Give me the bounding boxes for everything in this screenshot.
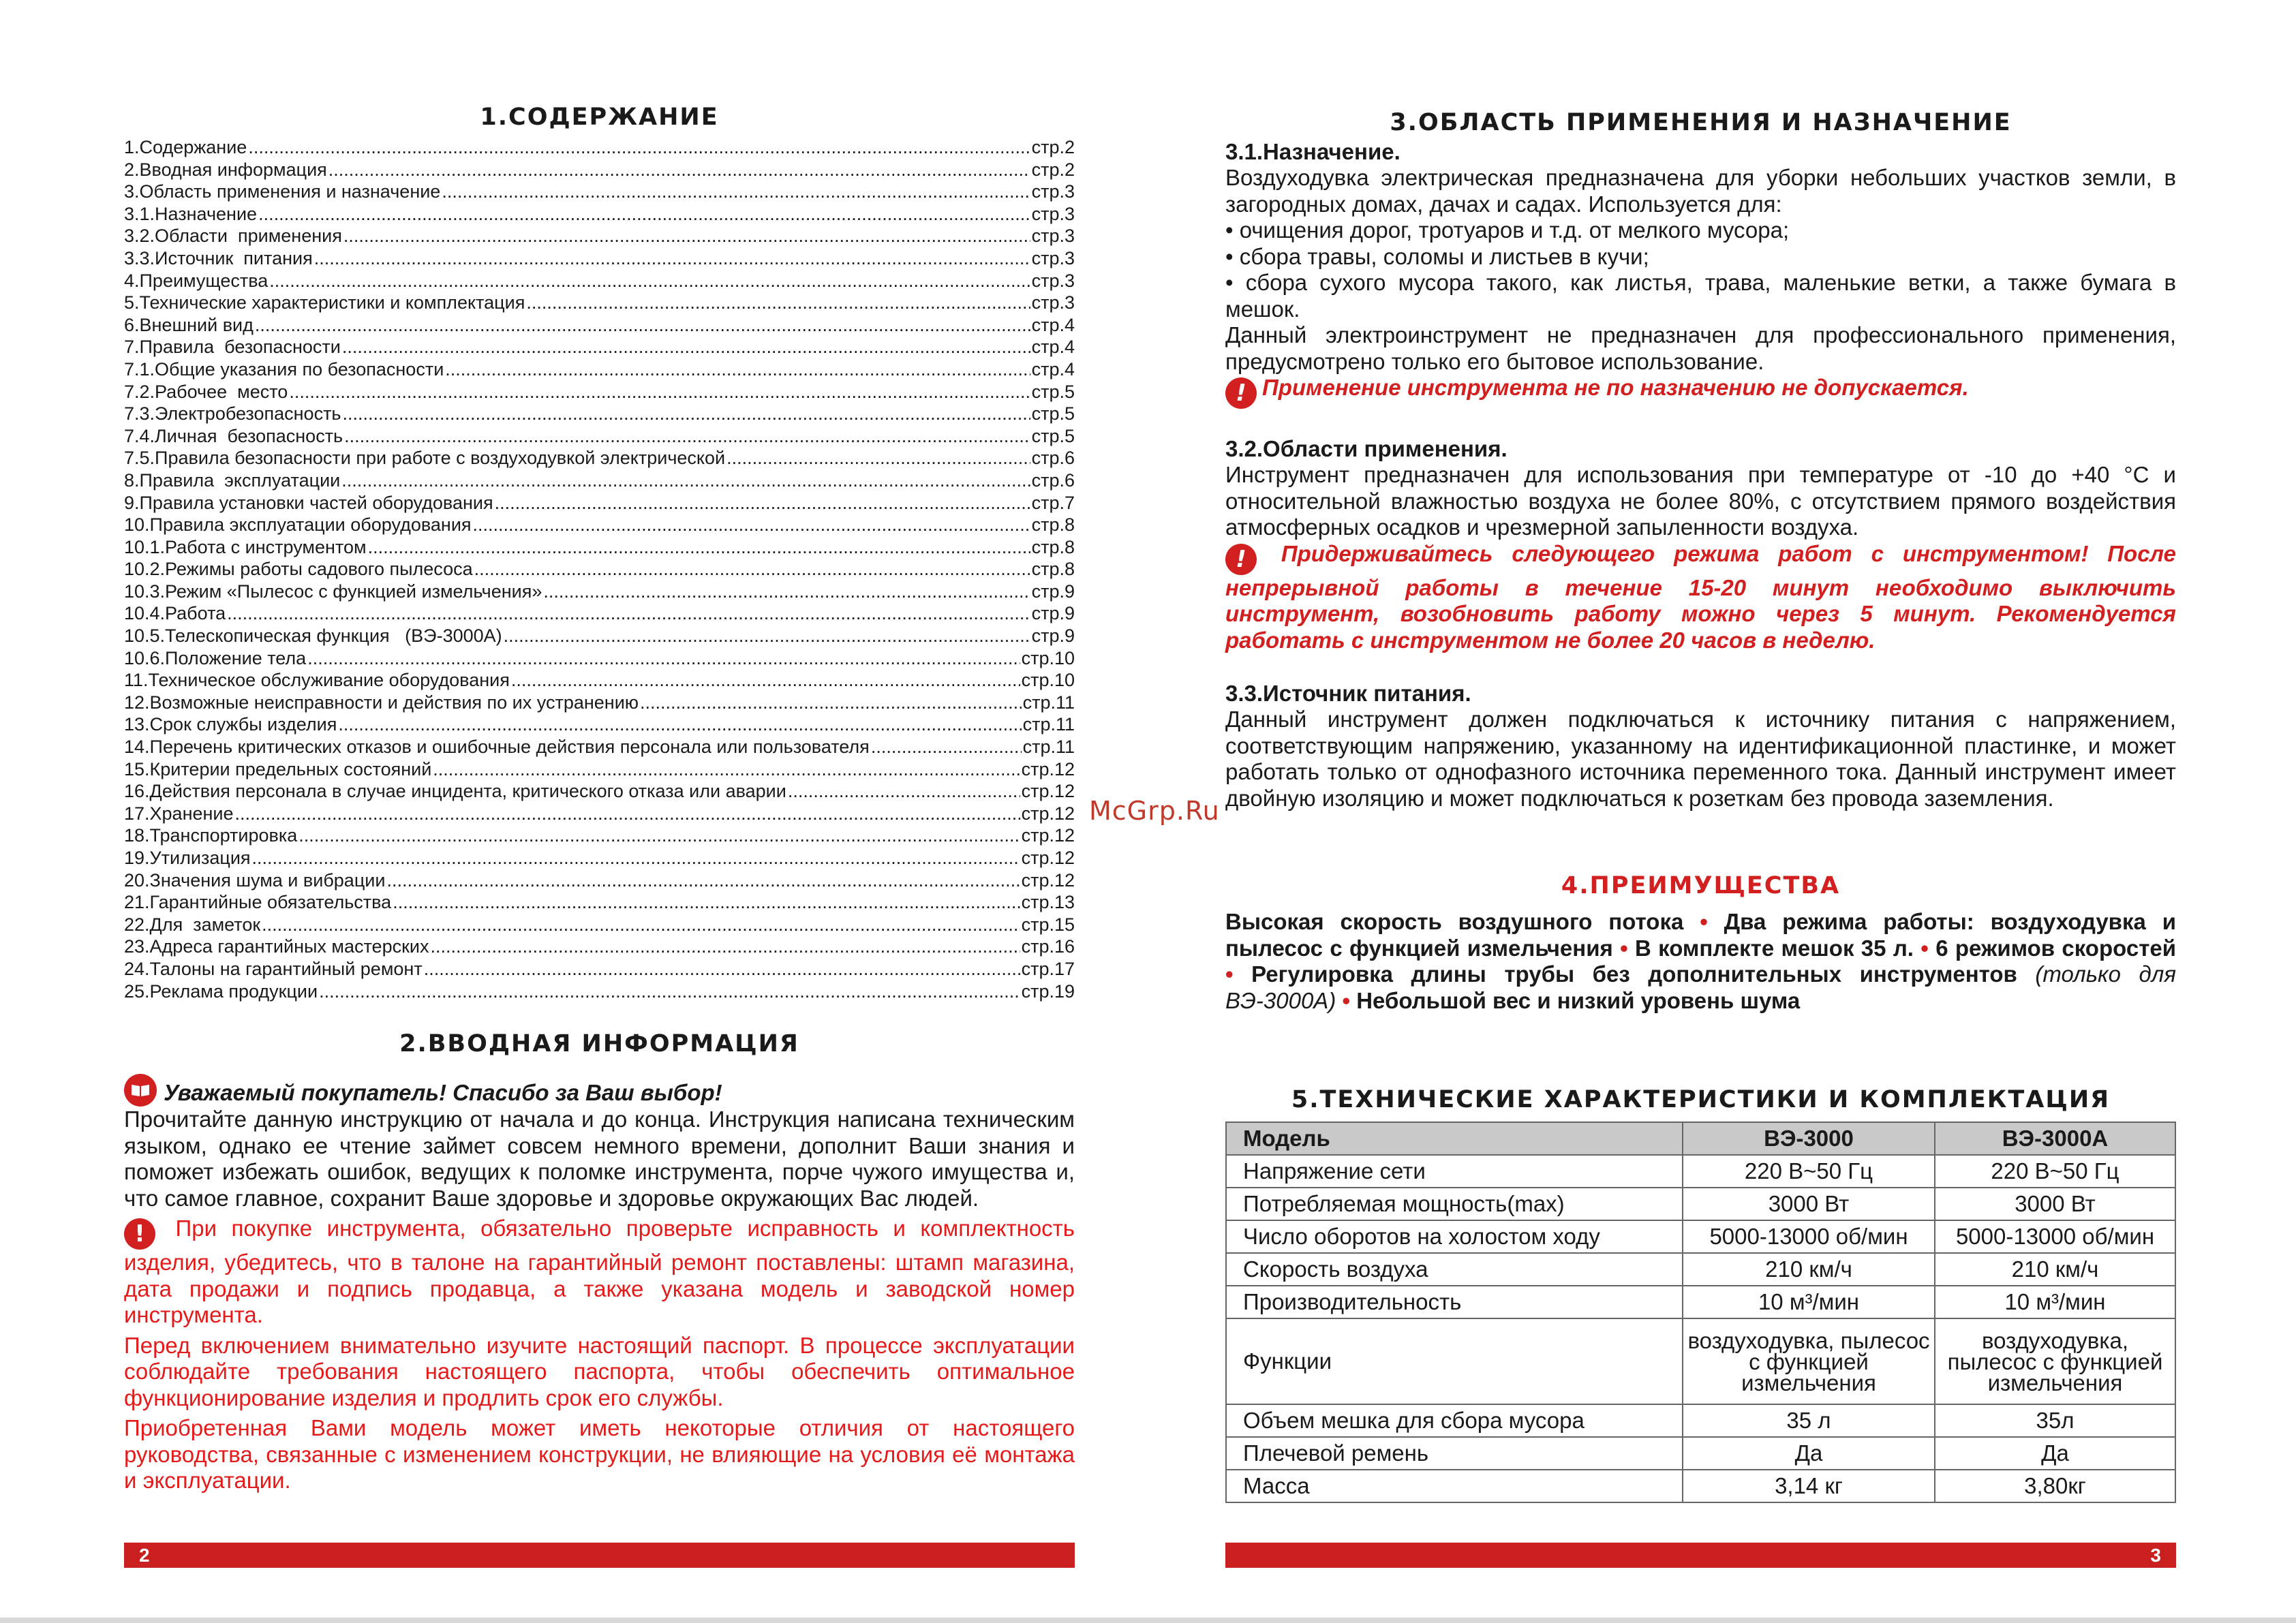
toc-item — [124, 713, 1075, 736]
table-row — [1226, 1253, 2175, 1286]
toc-item — [124, 558, 1075, 581]
table-row — [1226, 1470, 2175, 1502]
toc-item — [124, 581, 1075, 603]
section-3-3-title: 3.3.Источник питания. — [1225, 681, 1471, 706]
list-item: • сбора сухого мусора такого, как листья, трава, маленькие ветки, а также бумага в мешок. — [1225, 270, 2176, 322]
toc-item-page: стр.5 — [1031, 425, 1075, 446]
table-cell: 35 л — [1683, 1404, 1935, 1437]
table-cell: 220 В~50 Гц — [1935, 1155, 2175, 1188]
toc-item-page: стр.12 — [1021, 758, 1075, 779]
toc-item — [124, 602, 1075, 625]
page-number: 2 — [139, 1545, 150, 1566]
table-cell: 5000-13000 об/мин — [1935, 1220, 2175, 1253]
toc-item-page: стр.11 — [1022, 714, 1075, 735]
toc-dot-leader — [299, 824, 1020, 847]
advantages-text: Высокая скорость воздушного потока • Два режима работы: воздуходувка и пылесос с функцией измельчения • В комплекте мешок 35 л. • 6 режимов скоростей • Регулировка длины трубы без дополнительных инструментов (только для ВЭ-3000А) • Небольшой вес и низкий уровень шума — [1225, 909, 2177, 1013]
toc-item — [124, 225, 1075, 247]
toc-item — [124, 492, 1075, 514]
toc-dot-leader — [526, 292, 1030, 314]
toc-item — [124, 203, 1075, 226]
toc-item — [124, 891, 1075, 914]
intro-section — [124, 1074, 1075, 1494]
toc-item-title: 7.3.Электробезопасность — [124, 403, 341, 424]
table-cell: Объем мешка для сбора мусора — [1226, 1404, 1683, 1437]
toc-item-title: 7.1.Общие указания по безопасности — [124, 358, 444, 380]
toc-item-page: стр.11 — [1022, 692, 1075, 713]
specs-table — [1225, 1122, 2176, 1503]
toc-item — [124, 958, 1075, 980]
toc-item-title: 4.Преимущества — [124, 270, 269, 291]
table-cell: 3,80кг — [1935, 1470, 2175, 1502]
toc-item-page: стр.2 — [1031, 159, 1075, 180]
toc-dot-leader — [262, 914, 1020, 936]
section-3-2-text: Инструмент предназначен для использования при температуре от -10 до +40 °С и относительной влажностью воздуха не более 80%, с отсутствием прямого воздействия атмосферных осадков и чрезмерной запыленности воздуха. — [1225, 462, 2176, 540]
table-row — [1226, 1286, 2175, 1318]
toc-dot-leader — [543, 581, 1030, 603]
toc-item-title: 9.Правила установки частей оборудования — [124, 492, 493, 513]
table-cell: 3,14 кг — [1683, 1470, 1935, 1502]
toc-item-title: 10.5.Телескопическая функция (ВЭ-3000А) — [124, 625, 502, 647]
toc-item-title: 21.Гарантийные обязательства — [124, 892, 392, 913]
toc-item — [124, 869, 1075, 892]
toc-dot-leader — [344, 425, 1030, 448]
toc-dot-leader — [258, 203, 1030, 226]
book-icon — [124, 1074, 157, 1107]
toc-item-page: стр.2 — [1031, 137, 1075, 157]
toc-item-title: 22.Для заметок — [124, 914, 261, 935]
table-cell: Масса — [1226, 1470, 1683, 1502]
toc-item-page: стр.8 — [1031, 559, 1075, 580]
toc-item-page: стр.9 — [1031, 625, 1075, 647]
column-header: ВЭ-3000А — [1935, 1122, 2175, 1155]
work-mode-warning: Придерживайтесь следующего режима работ с инструментом! После непрерывной работы в течение 15-20 минут необходимо выключить инструмент, возобновить работу можно через 5 минут. Рекомендуется работать с инструментом не более 20 часов в неделю. — [1225, 540, 2177, 653]
table-cell: 210 км/ч — [1935, 1253, 2175, 1286]
toc-item-title: 12.Возможные неисправности и действия по их устранению — [124, 692, 639, 713]
toc-dot-leader — [269, 270, 1030, 292]
toc-dot-leader — [319, 980, 1020, 1003]
toc-item-page: стр.12 — [1021, 848, 1075, 868]
toc-item-title: 3.3.Источник питания — [124, 247, 313, 268]
toc-dot-leader — [343, 225, 1030, 247]
toc-item — [124, 980, 1075, 1003]
toc-item-title: 1.Содержание — [124, 137, 247, 157]
toc-dot-leader — [640, 692, 1022, 714]
toc-item-title: 19.Утилизация — [124, 848, 251, 868]
purchase-warning: При покупке инструмента, обязательно проверьте исправность и комплектность изделия, убедитесь, что в талоне на гарантийный ремонт поставлены: штамп магазина, дата продажи и подпись продавца, а также указана модель и заводской номер инструмента. — [124, 1216, 1075, 1327]
toc-item-title: 14.Перечень критических отказов и ошибочные действия персонала или пользователя — [124, 737, 870, 758]
toc-item — [124, 247, 1075, 270]
toc-item-page: стр.16 — [1021, 936, 1075, 957]
toc-item — [124, 270, 1075, 292]
toc-item — [124, 336, 1075, 358]
section-3-1-note: Данный электроинструмент не предназначен для профессионального применения, предусмотрено только его бытовое использование. — [1225, 322, 2176, 374]
table-cell: 3000 Вт — [1935, 1188, 2175, 1220]
table-cell: Да — [1935, 1437, 2175, 1470]
model-difference-warning: Приобретенная Вами модель может иметь некоторые отличия от настоящего руководства, связанные с изменением конструкции, не влияющие на условия её монтажа и эксплуатации. — [124, 1415, 1075, 1493]
advantage-item: 6 режимов скоростей — [1935, 935, 2177, 961]
toc-item — [124, 803, 1075, 825]
toc-item-page: стр.19 — [1021, 980, 1075, 1002]
toc-heading: 1.СОДЕРЖАНИЕ — [480, 104, 719, 131]
toc-item — [124, 159, 1075, 181]
toc-item-page: стр.12 — [1021, 781, 1075, 802]
toc-item-page: стр.4 — [1031, 358, 1075, 380]
toc-item-page: стр.5 — [1031, 381, 1075, 402]
toc-dot-leader — [227, 602, 1030, 625]
toc-dot-leader — [430, 936, 1020, 958]
greeting-text: Уважаемый покупатель! Спасибо за Ваш выбор! — [164, 1080, 722, 1105]
instruction-warning: Перед включением внимательно изучите настоящий паспорт. В процессе эксплуатации соблюдайте требования настоящего паспорта, чтобы обеспечить оптимальное функционирование изделия и продлить срок его службы. — [124, 1332, 1075, 1410]
advantage-item: Высокая скорость воздушного потока — [1225, 909, 1684, 934]
toc-item-title: 6.Внешний вид — [124, 314, 254, 335]
toc-dot-leader — [235, 803, 1020, 825]
toc-dot-leader — [393, 891, 1020, 914]
warning-icon: ! — [1225, 544, 1257, 575]
toc-item-title: 7.2.Рабочее место — [124, 381, 288, 402]
table-cell: Плечевой ремень — [1226, 1437, 1683, 1470]
toc-dot-leader — [424, 958, 1020, 980]
table-cell: Напряжение сети — [1226, 1155, 1683, 1188]
toc-item-page: стр.8 — [1031, 514, 1075, 536]
toc-item-page: стр.3 — [1031, 270, 1075, 291]
table-cell: воздуходувка, пылесос с функцией измельчения — [1683, 1318, 1935, 1404]
table-cell: 10 м³/мин — [1935, 1286, 2175, 1318]
toc-dot-leader — [504, 625, 1030, 647]
toc-item-title: 23.Адреса гарантийных мастерских — [124, 936, 429, 957]
advantage-item: Небольшой вес и низкий уровень шума — [1356, 987, 1801, 1013]
toc-item — [124, 847, 1075, 869]
table-cell: Потребляемая мощность(max) — [1226, 1188, 1683, 1220]
toc-item — [124, 469, 1075, 492]
toc-item-title: 24.Талоны на гарантийный ремонт — [124, 958, 423, 979]
column-header: Модель — [1226, 1122, 1683, 1155]
section-3-2-title: 3.2.Области применения. — [1225, 436, 1507, 461]
warning-icon: ! — [1225, 377, 1257, 409]
section-3-1-text: Воздуходувка электрическая предназначена для уборки небольших участков земли, в загородных домах, дачах и садах. Используется для: — [1225, 165, 2176, 217]
toc-item-page: стр.13 — [1021, 892, 1075, 913]
toc-dot-leader — [343, 403, 1030, 425]
page-number: 3 — [2150, 1545, 2161, 1566]
table-cell: Скорость воздуха — [1226, 1253, 1683, 1286]
toc-item-title: 13.Срок службы изделия — [124, 714, 337, 735]
scope-heading: 3.ОБЛАСТЬ ПРИМЕНЕНИЯ И НАЗНАЧЕНИЕ — [1390, 109, 2012, 136]
intro-heading: 2.ВВОДНАЯ ИНФОРМАЦИЯ — [399, 1030, 799, 1057]
toc-item-page: стр.11 — [1022, 737, 1075, 758]
list-item: • очищения дорог, тротуаров и т.д. от мелкого мусора; — [1225, 217, 1790, 243]
toc-item — [124, 780, 1075, 803]
table-header-row — [1226, 1122, 2175, 1155]
toc-item-page: стр.12 — [1021, 869, 1075, 891]
toc-item-page: стр.10 — [1021, 670, 1075, 691]
toc-item-page: стр.4 — [1031, 314, 1075, 335]
toc-item-title: 15.Критерии предельных состояний — [124, 758, 432, 779]
footer-bar-left — [124, 1543, 1075, 1568]
toc-item — [124, 447, 1075, 469]
toc-dot-leader — [368, 536, 1030, 559]
toc-dot-leader — [495, 492, 1030, 514]
toc-item-title: 7.5.Правила безопасности при работе с воздуходувкой электрической — [124, 448, 726, 469]
toc-dot-leader — [341, 469, 1030, 492]
toc-dot-leader — [289, 381, 1030, 403]
toc-item-page: стр.12 — [1021, 803, 1075, 824]
toc-item-page: стр.5 — [1031, 403, 1075, 424]
toc-item-title: 5.Технические характеристики и комплектация — [124, 292, 525, 313]
toc-item-page: стр.4 — [1031, 337, 1075, 358]
toc-item-title: 11.Техническое обслуживание оборудования — [124, 670, 510, 691]
table-cell: 220 В~50 Гц — [1683, 1155, 1935, 1188]
toc-item-title: 3.1.Назначение — [124, 203, 258, 224]
toc-item-title: 10.Правила эксплуатации оборудования — [124, 514, 472, 536]
bottom-strip — [0, 1618, 2296, 1623]
toc-dot-leader — [338, 713, 1021, 736]
table-cell: 210 км/ч — [1683, 1253, 1935, 1286]
toc-item-page: стр.3 — [1031, 226, 1075, 247]
table-cell: 5000-13000 об/мин — [1683, 1220, 1935, 1253]
toc-item — [124, 647, 1075, 670]
footer-bar-right — [1225, 1543, 2176, 1568]
table-cell: Да — [1683, 1437, 1935, 1470]
toc-dot-leader — [788, 780, 1020, 803]
toc-item-page: стр.8 — [1031, 536, 1075, 557]
toc-dot-leader — [871, 736, 1022, 758]
toc-item-title: 10.4.Работа — [124, 603, 226, 624]
toc-dot-leader — [726, 447, 1030, 469]
intro-paragraph: Прочитайте данную инструкцию от начала и до конца. Инструкция написана техническим языком, однако ее чтение займет совсем немного времени, дополнит Ваши знания и поможет избежать ошибок, ведущих к поломке инструмента, порче чужого имущества и, что самое главное, сохранит Ваше здоровье и здоровье окружающих Вас людей. — [124, 1107, 1075, 1211]
toc-item — [124, 669, 1075, 692]
advantage-item: Регулировка длины трубы без дополнительных инструментов — [1251, 961, 2017, 987]
toc-dot-leader — [442, 181, 1030, 203]
toc-item-page: стр.9 — [1031, 581, 1075, 602]
advantages-heading: 4.ПРЕИМУЩЕСТВА — [1561, 872, 1841, 899]
toc-item-title: 8.Правила эксплуатации — [124, 469, 341, 491]
toc-item — [124, 136, 1075, 159]
table-row — [1226, 1220, 2175, 1253]
toc-item-title: 10.6.Положение тела — [124, 647, 307, 668]
toc-dot-leader — [314, 247, 1030, 270]
section-3-3-text: Данный инструмент должен подключаться к источнику питания с напряжением, соответствующим напряжению, указанному на идентификационной пластинке, и может работать только от однофазного источника переменного тока. Данный инструмент имеет двойную изоляцию и может подключаться к розеткам без провода заземления. — [1225, 707, 2176, 811]
section-3-1-title: 3.1.Назначение. — [1225, 139, 1400, 164]
toc-item-title: 20.Значения шума и вибрации — [124, 869, 386, 891]
scope-section — [1225, 139, 2176, 812]
toc-item-page: стр.3 — [1031, 292, 1075, 313]
table-row — [1226, 1318, 2175, 1404]
toc-dot-leader — [248, 136, 1030, 159]
toc-item-page: стр.12 — [1021, 825, 1075, 846]
table-row — [1226, 1155, 2175, 1188]
toc-item — [124, 692, 1075, 714]
toc-dot-leader — [445, 358, 1030, 381]
toc-item-page: стр.9 — [1031, 603, 1075, 624]
watermark: McGrp.Ru — [1089, 796, 1220, 826]
toc-item — [124, 625, 1075, 647]
toc-dot-leader — [433, 758, 1020, 781]
toc-item-title: 3.Область применения и назначение — [124, 181, 441, 202]
table-row — [1226, 1188, 2175, 1220]
table-cell: Производительность — [1226, 1286, 1683, 1318]
toc-item — [124, 936, 1075, 958]
table-cell: воздуходувка, пылесос с функцией измельчения — [1935, 1318, 2175, 1404]
toc-item-title: 16.Действия персонала в случае инцидента, критического отказа или аварии — [124, 781, 786, 802]
specs-heading: 5.ТЕХНИЧЕСКИЕ ХАРАКТЕРИСТИКИ И КОМПЛЕКТАЦИЯ — [1291, 1086, 2111, 1113]
toc-item — [124, 358, 1075, 381]
toc-dot-leader — [342, 336, 1030, 358]
toc-item-page: стр.10 — [1021, 647, 1075, 668]
toc-dot-leader — [474, 558, 1030, 581]
toc-item — [124, 403, 1075, 425]
toc-dot-leader — [473, 514, 1030, 536]
toc-item-page: стр.3 — [1031, 203, 1075, 224]
list-item: • сбора травы, соломы и листьев в кучи; — [1225, 243, 1649, 269]
advantage-note: (только для ВЭ-3000А) — [1225, 961, 2176, 1013]
toc-item-title: 2.Вводная информация — [124, 159, 327, 180]
toc-item — [124, 314, 1075, 337]
toc-item — [124, 914, 1075, 936]
toc-item — [124, 736, 1075, 758]
toc-item-page: стр.6 — [1031, 448, 1075, 469]
toc-item-title: 17.Хранение — [124, 803, 234, 824]
table-row — [1226, 1437, 2175, 1470]
column-header: ВЭ-3000 — [1683, 1122, 1935, 1155]
toc-item-title: 10.3.Режим «Пылесос с функцией измельчения» — [124, 581, 542, 602]
toc-item — [124, 381, 1075, 403]
toc-item-page: стр.3 — [1031, 181, 1075, 202]
toc-dot-leader — [511, 669, 1020, 692]
misuse-warning: Применение инструмента не по назначению не допускается. — [1262, 375, 1969, 400]
toc-item — [124, 824, 1075, 847]
advantage-item: Два режима работы: воздуходувка и пылесос с функцией измельчения — [1225, 909, 2176, 961]
toc-item-title: 10.2.Режимы работы садового пылесоса — [124, 559, 473, 580]
toc-item — [124, 514, 1075, 536]
toc-item-title: 7.Правила безопасности — [124, 337, 341, 358]
table-cell: 35л — [1935, 1404, 2175, 1437]
advantage-item: В комплекте мешок 35 л. — [1634, 935, 1914, 961]
toc-dot-leader — [386, 869, 1020, 892]
toc-dot-leader — [328, 159, 1030, 181]
toc-item-page: стр.15 — [1021, 914, 1075, 935]
toc-item-title: 25.Реклама продукции — [124, 980, 318, 1002]
toc-item-page: стр.7 — [1031, 492, 1075, 513]
table-cell: 10 м³/мин — [1683, 1286, 1935, 1318]
toc-item-title: 18.Транспортировка — [124, 825, 298, 846]
table-cell: Число оборотов на холостом ходу — [1226, 1220, 1683, 1253]
toc-item — [124, 758, 1075, 781]
toc-item — [124, 292, 1075, 314]
toc-item-page: стр.3 — [1031, 247, 1075, 268]
table-cell: 3000 Вт — [1683, 1188, 1935, 1220]
toc-item — [124, 425, 1075, 448]
toc-item-title: 7.4.Личная безопасность — [124, 425, 343, 446]
toc-item-page: стр.6 — [1031, 469, 1075, 491]
toc-dot-leader — [252, 847, 1020, 869]
toc-dot-leader — [255, 314, 1030, 337]
warning-icon: ! — [124, 1218, 155, 1250]
toc-item-page: стр.17 — [1021, 958, 1075, 979]
toc-item-title: 3.2.Области применения — [124, 226, 342, 247]
table-cell: Функции — [1226, 1318, 1683, 1404]
table-of-contents — [124, 136, 1075, 1002]
toc-item — [124, 181, 1075, 203]
table-row — [1226, 1404, 2175, 1437]
toc-item — [124, 536, 1075, 559]
toc-item-title: 10.1.Работа с инструментом — [124, 536, 367, 557]
toc-dot-leader — [307, 647, 1020, 670]
